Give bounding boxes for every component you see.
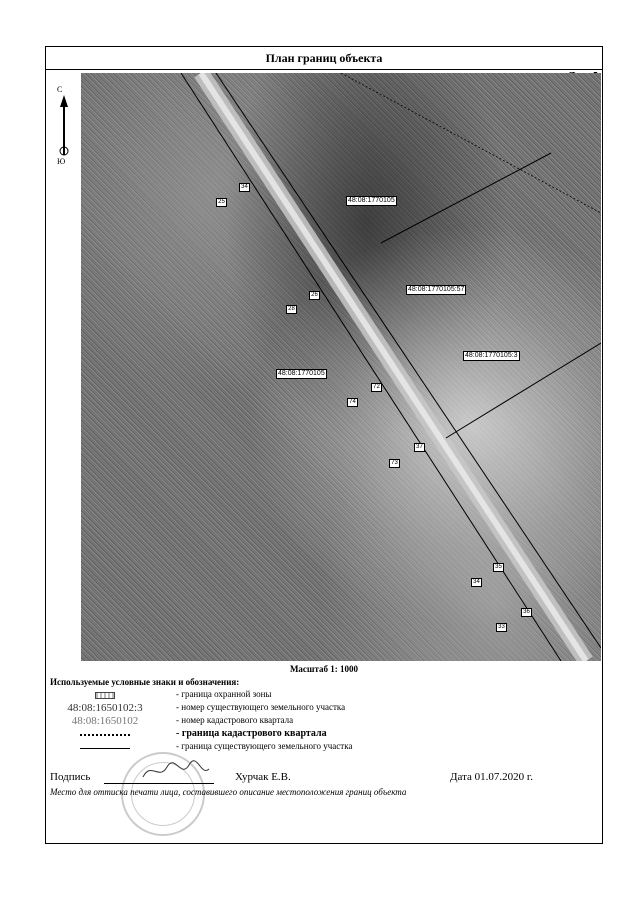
legend-row xyxy=(50,715,570,728)
zone-boundary-right xyxy=(216,73,601,648)
plan-title: План границ объекта xyxy=(46,47,602,70)
parcel-label: 48:08:1770105 xyxy=(348,197,395,204)
legend xyxy=(50,689,570,754)
point-label: 28 xyxy=(286,305,297,314)
legend-symbol: 48:08:1650102 xyxy=(71,715,139,727)
legend-row xyxy=(50,689,570,702)
zone-boundary-icon xyxy=(95,692,115,699)
compass-north: С xyxy=(57,85,63,94)
point-label: 73 xyxy=(389,459,400,468)
legend-title: Используемые условные знаки и обозначения: xyxy=(50,677,240,687)
point-label: 74 xyxy=(347,398,358,407)
point-label: 72 xyxy=(371,383,382,392)
legend-row xyxy=(50,702,570,715)
plan-sheet xyxy=(45,46,603,844)
point-label: 37 xyxy=(414,443,425,452)
point-label: 26 xyxy=(309,291,320,300)
map-scale: Масштаб 1: 1000 xyxy=(289,664,359,674)
map-overlay xyxy=(81,73,601,661)
parcel-label: 48:08:1770105 xyxy=(278,370,325,377)
signer-name: Хурчак Е.В. xyxy=(235,771,291,783)
parcel-label: 48:08:1770105:3 xyxy=(465,352,518,359)
solid-line-icon xyxy=(80,748,130,749)
legend-desc: - номер существующего земельного участка xyxy=(176,702,346,712)
signature-row xyxy=(50,771,590,787)
compass xyxy=(54,85,74,175)
point-label: 33 xyxy=(496,623,507,632)
legend-desc: - граница охранной зоны xyxy=(176,689,272,699)
legend-desc: - номер кадастрового квартала xyxy=(176,715,294,725)
compass-south: Ю xyxy=(57,157,66,166)
parcel-line-1 xyxy=(381,153,551,243)
legend-desc: - граница существующего земельного участка xyxy=(176,741,353,751)
quarter-line xyxy=(341,73,601,213)
point-label: 36 xyxy=(521,608,532,617)
point-label: 34 xyxy=(239,183,250,192)
dotted-line-icon xyxy=(80,734,130,736)
document-date: Дата 01.07.2020 г. xyxy=(450,771,533,783)
point-label: 25 xyxy=(216,198,227,207)
stamp-note: Место для оттиска печати лица, составившего описание местоположения границ объекта xyxy=(50,787,407,797)
point-label: 34 xyxy=(471,578,482,587)
signature-line xyxy=(104,783,214,784)
road-core xyxy=(201,73,586,661)
parcel-label: 48:08:1770105:57 xyxy=(408,286,465,293)
legend-row xyxy=(50,728,570,741)
legend-symbol: 48:08:1650102:3 xyxy=(67,702,143,714)
legend-row xyxy=(50,741,570,754)
point-label: 35 xyxy=(493,563,504,572)
satellite-map xyxy=(81,73,601,661)
legend-desc: - граница кадастрового квартала xyxy=(176,728,327,739)
signature-label: Подпись xyxy=(50,771,91,783)
